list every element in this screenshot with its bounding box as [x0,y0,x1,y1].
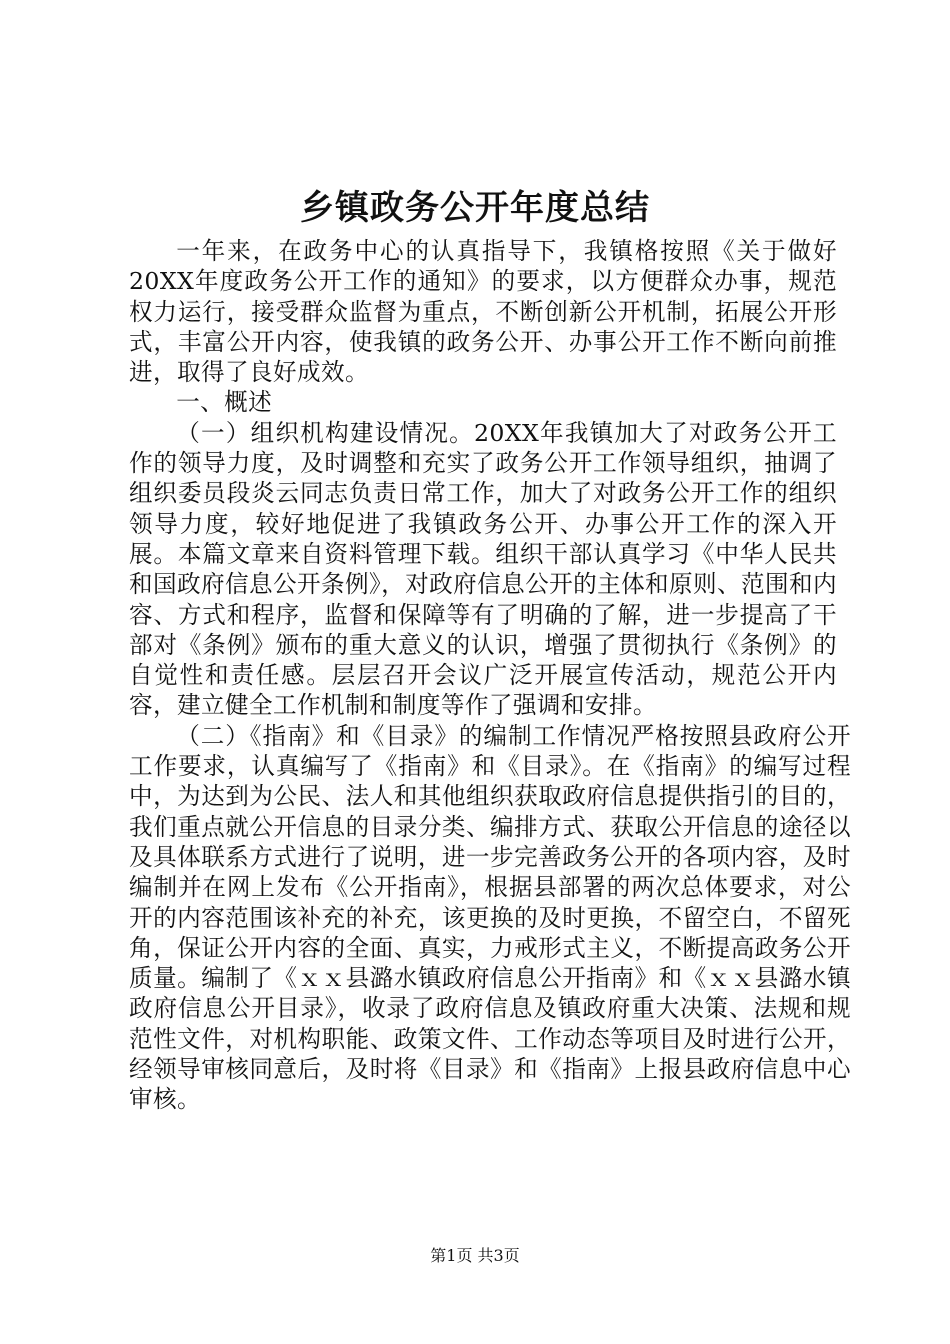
intro-paragraph: 一年来，在政务中心的认真指导下，我镇格按照《关于做好20XX年度政务公开工作的通知》的要求，以方便群众办事，规范权力运行，接受群众监督为重点，不断创新公开机制，拓展公开形式，丰富公开内容，使我镇的政务公开、办事公开工作不断向前推进，取得了良好成效。 [129,237,837,387]
section-heading-overview: 一、概述 [176,388,273,417]
paragraph-organization: （一）组织机构建设情况。20XX年我镇加大了对政务公开工作的领导力度，及时调整和充实了政务公开工作领导组织，抽调了组织委员段炎云同志负责日常工作，加大了对政务公开工作的组织领导力度，较好地促进了我镇政务公开、办事公开工作的深入开展。本篇文章来自资料管理下载。组织干部认真学习《中华人民共和国政府信息公开条例》，对政府信息公开的主体和原则、范围和内容、方式和程序，监督和保障等有了明确的了解，进一步提高了干部对《条例》颁布的重大意义的认识，增强了贯彻执行《条例》的自觉性和责任感。层层召开会议广泛开展宣传活动，规范公开内容，建立健全工作机制和制度等作了强调和安排。 [129,418,838,720]
paragraph-guide-catalog: （二）《指南》和《目录》的编制工作情况严格按照县政府公开工作要求，认真编写了《指南》和《目录》。在《指南》的编写过程中，为达到为公民、法人和其他组织获取政府信息提供指引的目的，我们重点就公开信息的目录分类、编排方式、获取公开信息的途径以及具体联系方式进行了说明，进一步完善政务公开的各项内容，及时编制并在网上发布《公开指南》，根据县部署的两次总体要求，对公开的内容范围该补充的补充，该更换的及时更换，不留空白，不留死角，保证公开内容的全面、真实，力戒形式主义，不断提高政务公开质量。编制了《ｘｘ县潞水镇政府信息公开指南》和《ｘｘ县潞水镇政府信息公开目录》，收录了政府信息及镇政府重大决策、法规和规范性文件，对机构职能、政策文件、工作动态等项目及时进行公开，经领导审核同意后，及时将《目录》和《指南》上报县政府信息中心审核。 [129,721,851,1114]
page-footer: 第1页 共3页 [430,1246,520,1265]
document-body [129,236,851,1115]
document-title: 乡镇政务公开年度总结 [300,188,650,228]
